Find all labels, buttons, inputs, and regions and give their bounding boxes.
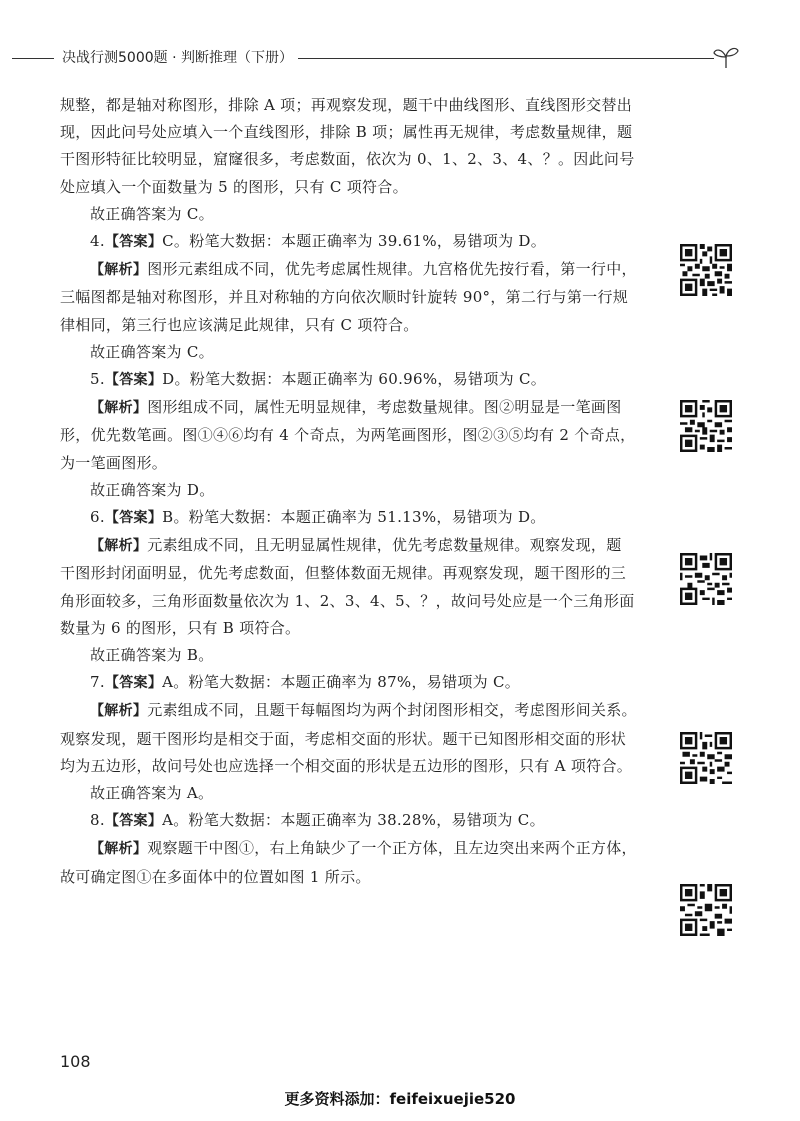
analysis-line: 观察发现，题干图形均是相交于面，考虑相交面的形状。题干已知图形相交面的形状 bbox=[60, 729, 627, 748]
answer-line-q4 bbox=[60, 228, 660, 256]
question-number: 8. bbox=[90, 811, 105, 830]
analysis-label: 【解析】 bbox=[90, 262, 148, 279]
answer-text: A。粉笔大数据：本题正确率为 38.28%，易错项为 C。 bbox=[162, 811, 545, 830]
question-number: 5. bbox=[90, 370, 105, 389]
intro-line: 干图形特征比较明显，窟窿很多，考虑数面，依次为 0、1、2、3、4、？。因此问号 bbox=[60, 150, 635, 169]
analysis-text: 元素组成不同，且无明显属性规律，优先考虑数量规律。观察发现，题 bbox=[147, 536, 622, 555]
analysis-line: 故可确定图①在多面体中的位置如图 1 所示。 bbox=[60, 867, 371, 886]
analysis-line bbox=[60, 394, 660, 422]
analysis-line: 均为五边形，故问号处也应选择一个相交面的形状是五边形的图形，只有 A 项符合。 bbox=[60, 756, 633, 775]
answer-text: C。粉笔大数据：本题正确率为 39.61%，易错项为 D。 bbox=[162, 232, 547, 251]
intro-line: 规整，都是轴对称图形，排除 A 项；再观察发现，题干中曲线图形、直线图形交替出 bbox=[60, 96, 633, 114]
qr-code-icon[interactable] bbox=[680, 400, 732, 452]
analysis-line: 三幅图都是轴对称图形，并且对称轴的方向依次顺时针旋转 90°，第二行与第一行规 bbox=[60, 288, 629, 307]
answer-line-q6 bbox=[60, 504, 660, 532]
analysis-label: 【解析】 bbox=[90, 400, 148, 417]
answer-label: 【答案】 bbox=[104, 675, 163, 692]
question-number: 4. bbox=[90, 232, 105, 251]
analysis-line: 数量为 6 的图形，只有 B 项符合。 bbox=[60, 618, 301, 637]
conclusion-q7: 故正确答案为 A。 bbox=[90, 784, 214, 803]
header-rule-right bbox=[298, 58, 714, 59]
answer-label: 【答案】 bbox=[104, 813, 163, 830]
conclusion-q5: 故正确答案为 D。 bbox=[90, 480, 215, 499]
answer-explanations bbox=[60, 92, 660, 891]
book-title: 决战行测5000题 · 判断推理（下册） bbox=[62, 50, 293, 66]
intro-line: 现，因此问号处应填入一个直线图形，排除 B 项；属性再无规律，考虑数量规律，题 bbox=[60, 123, 633, 142]
analysis-line: 干图形封闭面明显，优先考虑数面，但整体数面无规律。再观察发现，题干图形的三 bbox=[60, 564, 627, 583]
header-rule-left bbox=[12, 58, 54, 59]
answer-line-q8 bbox=[60, 807, 660, 835]
analysis-line bbox=[60, 835, 660, 863]
analysis-line bbox=[60, 697, 660, 725]
analysis-label: 【解析】 bbox=[90, 538, 148, 555]
answer-line-q7 bbox=[60, 669, 660, 697]
analysis-line bbox=[60, 256, 660, 284]
analysis-line: 律相同，第三行也应该满足此规律，只有 C 项符合。 bbox=[60, 315, 419, 334]
question-number: 7. bbox=[90, 673, 105, 692]
answer-label: 【答案】 bbox=[104, 372, 163, 389]
answer-line-q5 bbox=[60, 366, 660, 394]
answer-text: D。粉笔大数据：本题正确率为 60.96%，易错项为 C。 bbox=[162, 370, 547, 389]
answer-text: B。粉笔大数据：本题正确率为 51.13%，易错项为 D。 bbox=[162, 508, 546, 527]
qr-code-icon[interactable] bbox=[680, 553, 732, 605]
running-header bbox=[0, 44, 800, 74]
analysis-text: 图形组成不同，属性无明显规律，考虑数量规律。图②明显是一笔画图 bbox=[147, 398, 622, 417]
question-number: 6. bbox=[90, 508, 105, 527]
analysis-text: 元素组成不同，且题干每幅图均为两个封闭图形相交，考虑图形间关系。 bbox=[147, 701, 637, 720]
analysis-line: 为一笔画图形。 bbox=[60, 453, 168, 472]
sprout-icon bbox=[712, 44, 740, 70]
analysis-text: 图形元素组成不同，优先考虑属性规律。九宫格优先按行看，第一行中， bbox=[147, 260, 637, 279]
intro-line: 处应填入一个面数量为 5 的图形，只有 C 项符合。 bbox=[60, 177, 408, 196]
analysis-label: 【解析】 bbox=[90, 841, 148, 858]
answer-label: 【答案】 bbox=[104, 234, 163, 251]
footer-contact-note: 更多资料添加：feifeixuejie520 bbox=[284, 1090, 516, 1108]
answer-label: 【答案】 bbox=[104, 510, 163, 527]
answer-text: A。粉笔大数据：本题正确率为 87%，易错项为 C。 bbox=[162, 673, 521, 692]
analysis-line bbox=[60, 532, 660, 560]
analysis-text: 观察题干中图①，右上角缺少了一个正方体，且左边突出来两个正方体， bbox=[147, 839, 637, 858]
page-number: 108 bbox=[60, 1052, 91, 1071]
analysis-label: 【解析】 bbox=[90, 703, 148, 720]
analysis-line: 形，优先数笔画。图①④⑥均有 4 个奇点，为两笔画图形，图②③⑤均有 2 个奇点， bbox=[60, 426, 636, 445]
qr-code-icon[interactable] bbox=[680, 732, 732, 784]
qr-code-icon[interactable] bbox=[680, 244, 732, 296]
analysis-line: 角形面较多，三角形面数量依次为 1、2、3、4、5、？，故问号处应是一个三角形面 bbox=[60, 591, 635, 610]
qr-code-icon[interactable] bbox=[680, 884, 732, 936]
conclusion-q4: 故正确答案为 C。 bbox=[90, 342, 214, 361]
intro-conclusion: 故正确答案为 C。 bbox=[90, 204, 214, 223]
conclusion-q6: 故正确答案为 B。 bbox=[90, 646, 214, 665]
